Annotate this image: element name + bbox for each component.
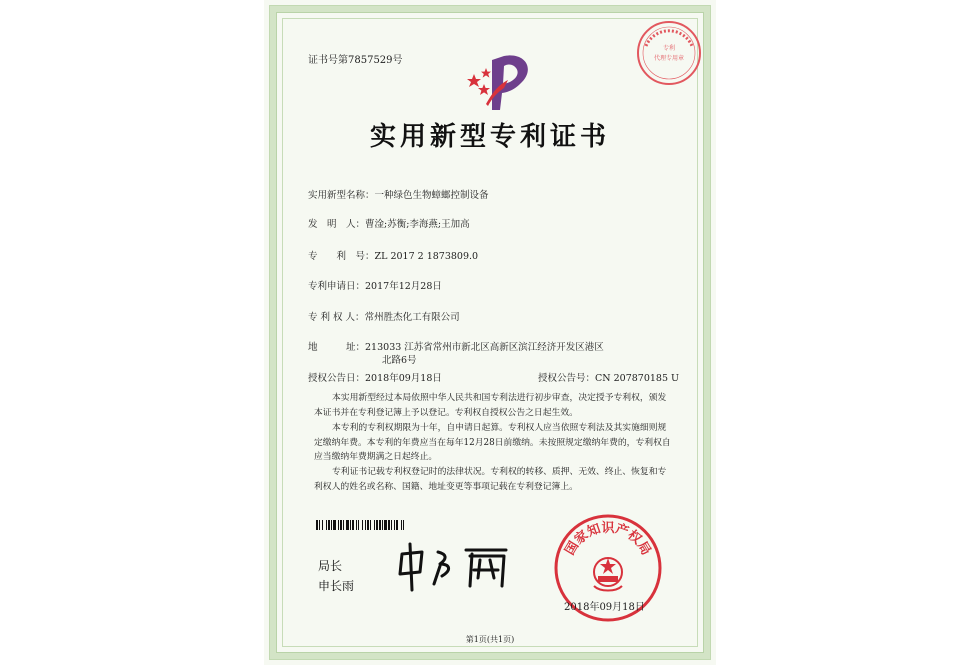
certificate-title: 实用新型专利证书 — [369, 122, 610, 152]
logo-star-2 — [478, 84, 490, 95]
apply-date-value: 2017年12月28日 — [365, 281, 442, 292]
barcode — [316, 520, 466, 530]
name-value: 一种绿色生物蟑螂控制设备 — [374, 190, 489, 201]
holder-row — [308, 309, 460, 323]
svg-text:代理专用章: 代理专用章 — [653, 55, 685, 62]
certificate-number: 证书号第7857529号 — [308, 55, 403, 66]
logo-star-1 — [467, 74, 481, 87]
director-name: 申长雨 — [318, 579, 355, 593]
inventor-label: 发 明 人： — [308, 219, 366, 230]
paragraph-2: 本专利的专利权期限为十年，自申请日起算。专利权人应当依照专利法及其实施细则规定缴纳年费。本专利的年费应当在每年12月28日前缴纳。未按照规定缴纳年费的，专利权自应当缴纳年费期满之日起终止。 — [314, 423, 671, 462]
patent-certificate — [264, 0, 716, 665]
svg-text:国家知识产权局: 国家知识产权局 — [562, 520, 654, 558]
name-label: 实用新型名称： — [308, 190, 375, 201]
corner-agency-stamp — [634, 18, 704, 88]
apply-date-row — [308, 278, 442, 292]
director-signature — [394, 540, 524, 596]
page-footer: 第1页(共1页) — [465, 635, 515, 644]
pub-date-value: 2018年09月18日 — [365, 373, 442, 384]
pub-date-row — [308, 370, 442, 384]
seal-date: 2018年09月18日 — [564, 602, 645, 613]
director-title: 局长 — [318, 559, 343, 573]
pub-no-row — [538, 370, 679, 384]
logo-star-3 — [481, 68, 491, 78]
logo-purple-shape — [492, 55, 528, 110]
holder-label: 专 利 权 人： — [308, 312, 365, 323]
patent-no-value: ZL 2017 2 1873809.0 — [374, 251, 479, 262]
address-row — [308, 339, 604, 353]
paragraph-1: 本实用新型经过本局依照中华人民共和国专利法进行初步审查，决定授予专利权，颁发本证书并在专利登记簿上予以登记。专利权自授权公告之日起生效。 — [314, 393, 667, 418]
barcode-bar — [404, 520, 406, 530]
patent-office-logo — [464, 50, 544, 112]
holder-value: 常州胜杰化工有限公司 — [364, 312, 460, 323]
address-value-line1: 213033 江苏省常州市新北区高新区滨江经济开发区港区 — [365, 342, 604, 353]
inventor-value: 曹淦;苏衡;李海燕;王加高 — [365, 219, 470, 230]
pub-no-value: CN 207870185 U — [595, 373, 680, 384]
address-label: 地 址： — [308, 342, 366, 353]
patent-no-row — [308, 248, 478, 262]
pub-no-label: 授权公告号： — [538, 373, 596, 384]
name-row — [308, 187, 489, 201]
pub-date-label: 授权公告日： — [308, 373, 366, 384]
apply-date-label: 专利申请日： — [308, 281, 366, 292]
svg-text:专利: 专利 — [662, 45, 676, 52]
paragraph-3: 专利证书记载专利权登记时的法律状况。专利权的转移、质押、无效、终止、恢复和专利权人的姓名或名称、国籍、地址变更等事项记载在专利登记簿上。 — [314, 467, 667, 492]
address-value-line2: 北路6号 — [382, 355, 417, 366]
inventor-row — [308, 216, 470, 230]
patent-no-label: 专 利 号： — [308, 251, 375, 262]
